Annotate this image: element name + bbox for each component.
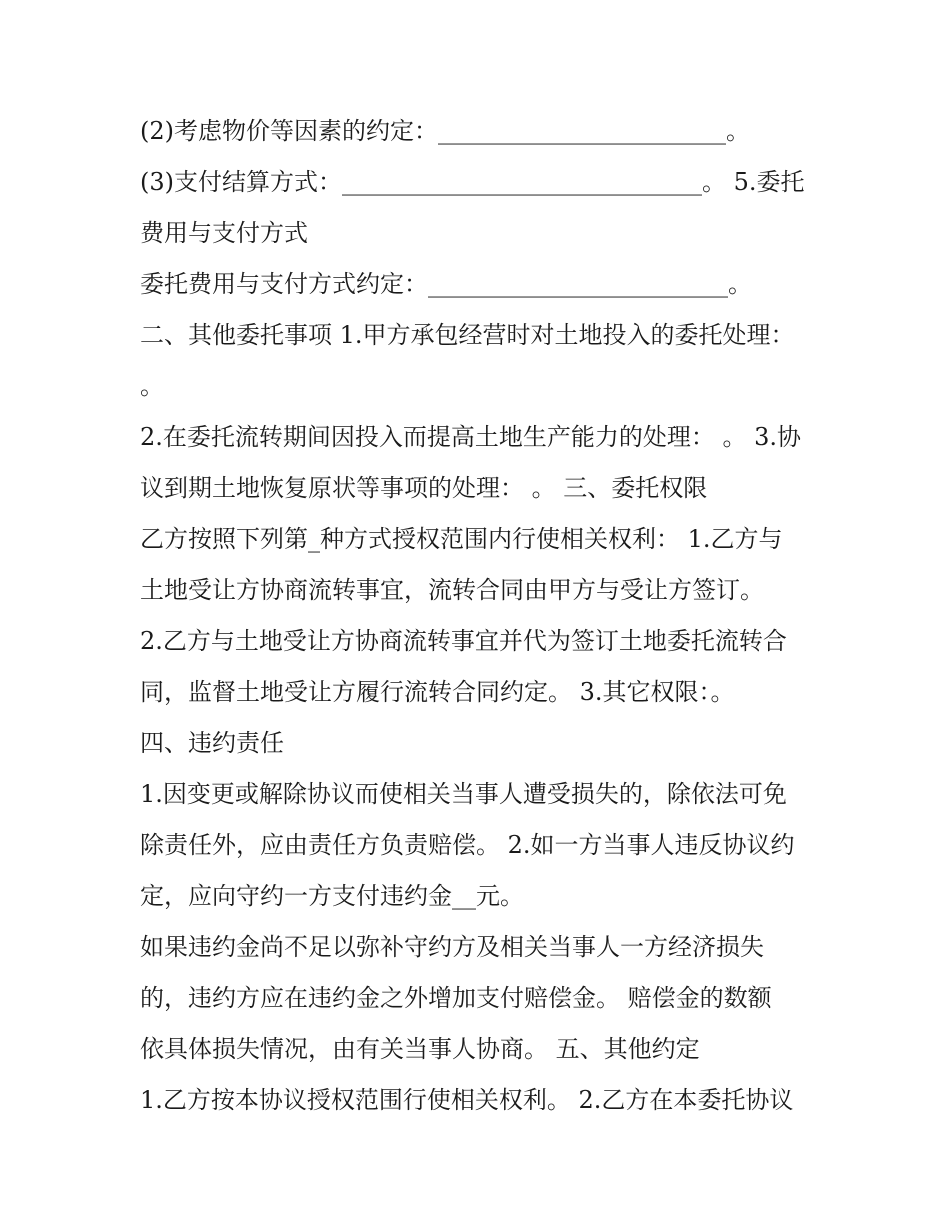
text-line: 2.乙方与土地受让方协商流转事宜并代为签订土地委托流转合 xyxy=(140,627,787,655)
document-body xyxy=(140,106,820,1126)
text-line: 2.在委托流转期间因投入而提高土地生产能力的处理： 。 3.协 xyxy=(140,423,802,451)
text-line: 除责任外，应由责任方负责赔偿。 2.如一方当事人违反协议约 xyxy=(140,831,795,859)
text-line: 1.因变更或解除协议而使相关当事人遭受损失的，除依法可免 xyxy=(140,780,787,808)
text-line: 的，违约方应在违约金之外增加支付赔偿金。 赔偿金的数额 xyxy=(140,984,772,1012)
text-line: 如果违约金尚不足以弥补守约方及相关当事人一方经济损失 xyxy=(140,933,764,961)
text-line: 1.乙方按本协议授权范围行使相关权利。 2.乙方在本委托协议 xyxy=(140,1086,794,1114)
text-line: 费用与支付方式 xyxy=(140,219,308,247)
text-line: (2)考虑物价等因素的约定：________________________。 xyxy=(140,117,750,145)
text-line: 土地受让方协商流转事宜，流转合同由甲方与受让方签订。 xyxy=(140,576,764,604)
text-line: 定，应向守约一方支付违约金__元。 xyxy=(140,882,524,910)
section-heading-line: 二、其他委托事项 1.甲方承包经营时对土地投入的委托处理： xyxy=(140,321,795,349)
text-line: (3)支付结算方式：______________________________。 5.委托 xyxy=(140,168,805,196)
text-line: 议到期土地恢复原状等事项的处理： 。 三、委托权限 xyxy=(140,474,708,502)
text-line: 依具体损失情况，由有关当事人协商。 五、其他约定 xyxy=(140,1035,700,1063)
text-line: 乙方按照下列第_种方式授权范围内行使相关权利： 1.乙方与 xyxy=(140,525,783,553)
text-line: 同，监督土地受让方履行流转合同约定。 3.其它权限：。 xyxy=(140,678,735,706)
text-line: 。 xyxy=(140,372,164,400)
section-heading-line: 四、违约责任 xyxy=(140,729,284,757)
text-line: 委托费用与支付方式约定：_________________________。 xyxy=(140,270,752,298)
